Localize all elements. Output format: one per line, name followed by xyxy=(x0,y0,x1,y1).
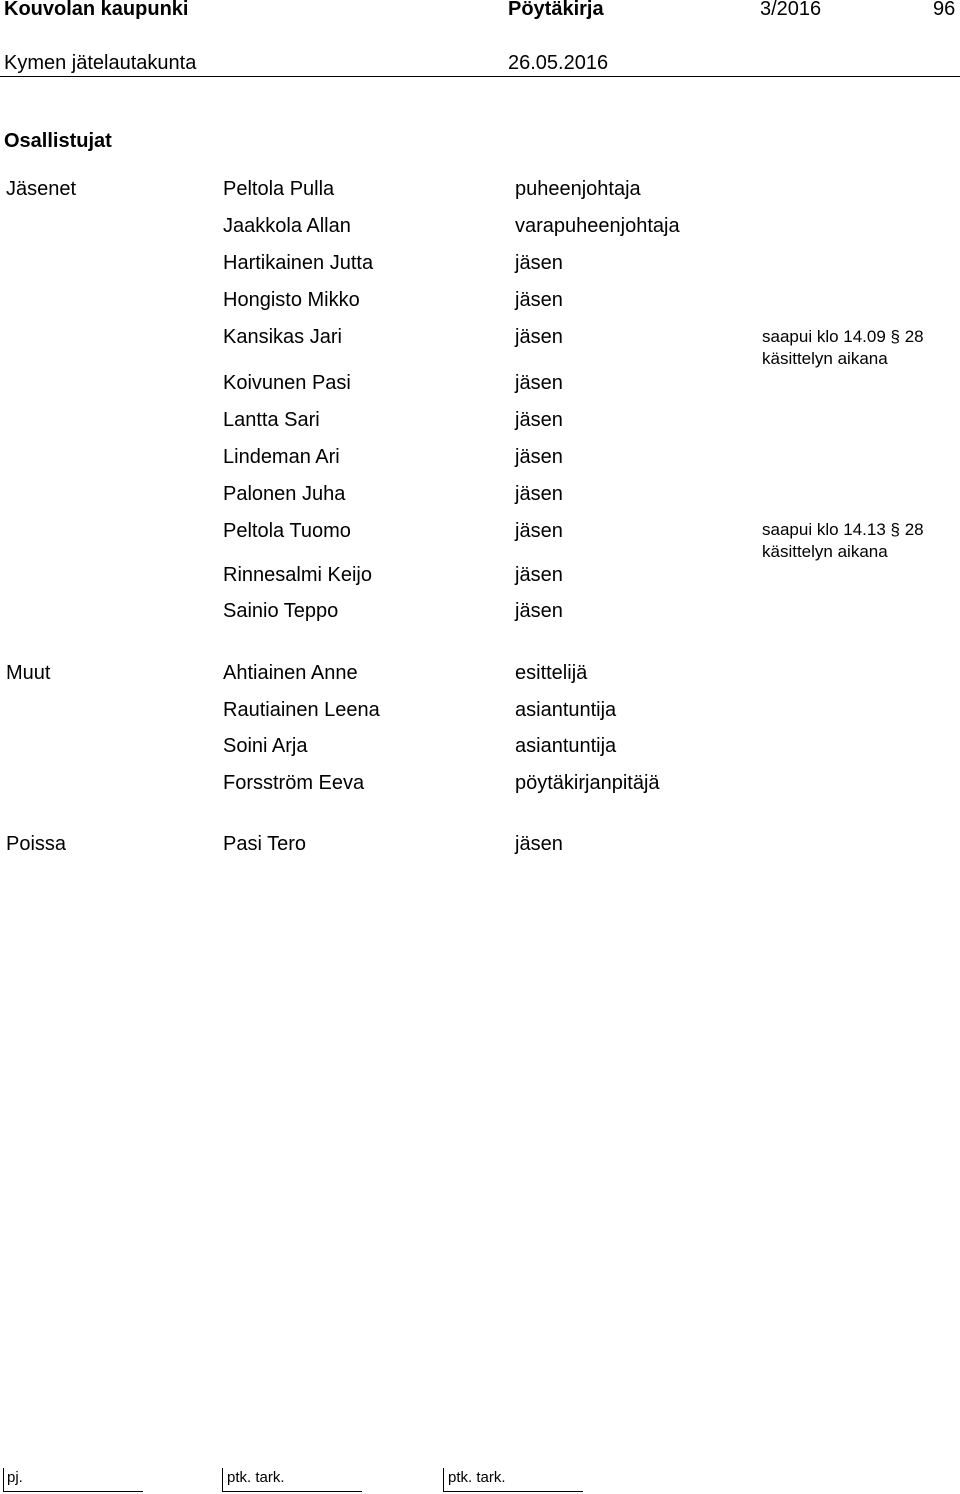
signature-field-divider xyxy=(222,1468,223,1492)
member-role: puheenjohtaja xyxy=(515,178,641,200)
member-name: Hongisto Mikko xyxy=(223,289,360,311)
member-name: Koivunen Pasi xyxy=(223,372,351,394)
other-name: Rautiainen Leena xyxy=(223,699,380,721)
group-label-absent: Poissa xyxy=(6,833,67,855)
body-name: Kymen jätelautakunta xyxy=(4,52,197,74)
member-name: Hartikainen Jutta xyxy=(223,252,374,274)
checker2-signature-label: ptk. tark. xyxy=(448,1469,506,1486)
member-name: Sainio Teppo xyxy=(223,600,339,622)
arrival-note-line1: saapui klo 14.09 § 28 xyxy=(762,327,924,346)
meeting-date: 26.05.2016 xyxy=(508,52,609,74)
member-role: jäsen xyxy=(515,564,563,586)
member-role: jäsen xyxy=(515,600,563,622)
document-type: Pöytäkirja xyxy=(508,0,604,20)
group-label-members: Jäsenet xyxy=(6,178,77,200)
checker1-signature-label: ptk. tark. xyxy=(227,1469,285,1486)
member-role: jäsen xyxy=(515,483,563,505)
member-name: Jaakkola Allan xyxy=(223,215,351,237)
other-role: esittelijä xyxy=(515,662,588,684)
page-number: 96 xyxy=(933,0,956,20)
member-role: jäsen xyxy=(515,446,563,468)
member-name: Peltola Pulla xyxy=(223,178,335,200)
member-role: jäsen xyxy=(515,372,563,394)
section-title: Osallistujat xyxy=(4,130,112,152)
member-role: jäsen xyxy=(515,252,563,274)
member-name: Kansikas Jari xyxy=(223,326,342,348)
other-role: asiantuntija xyxy=(515,735,617,757)
header-rule xyxy=(0,76,960,77)
arrival-note xyxy=(762,519,924,563)
arrival-note-line1: saapui klo 14.13 § 28 xyxy=(762,520,924,539)
member-name: Lindeman Ari xyxy=(223,446,340,468)
member-role: jäsen xyxy=(515,289,563,311)
signature-field-divider xyxy=(3,1468,4,1492)
other-role: pöytäkirjanpitäjä xyxy=(515,772,660,794)
chair-signature-label: pj. xyxy=(7,1469,23,1486)
absent-name: Pasi Tero xyxy=(223,833,307,855)
meeting-number: 3/2016 xyxy=(760,0,822,20)
arrival-note xyxy=(762,326,924,370)
other-name: Soini Arja xyxy=(223,735,308,757)
member-role: jäsen xyxy=(515,326,563,348)
group-label-others: Muut xyxy=(6,662,51,684)
other-name: Ahtiainen Anne xyxy=(223,662,358,684)
organization-name: Kouvolan kaupunki xyxy=(4,0,189,20)
member-role: varapuheenjohtaja xyxy=(515,215,680,237)
member-name: Peltola Tuomo xyxy=(223,520,351,542)
checker1-signature-line xyxy=(222,1491,362,1492)
member-name: Lantta Sari xyxy=(223,409,320,431)
absent-role: jäsen xyxy=(515,833,563,855)
arrival-note-line2: käsittelyn aikana xyxy=(762,542,888,561)
checker2-signature-line xyxy=(443,1491,583,1492)
member-name: Rinnesalmi Keijo xyxy=(223,564,372,586)
member-role: jäsen xyxy=(515,520,563,542)
other-role: asiantuntija xyxy=(515,699,617,721)
other-name: Forsström Eeva xyxy=(223,772,365,794)
member-name: Palonen Juha xyxy=(223,483,346,505)
chair-signature-line xyxy=(3,1491,143,1492)
member-role: jäsen xyxy=(515,409,563,431)
arrival-note-line2: käsittelyn aikana xyxy=(762,349,888,368)
signature-field-divider xyxy=(443,1468,444,1492)
